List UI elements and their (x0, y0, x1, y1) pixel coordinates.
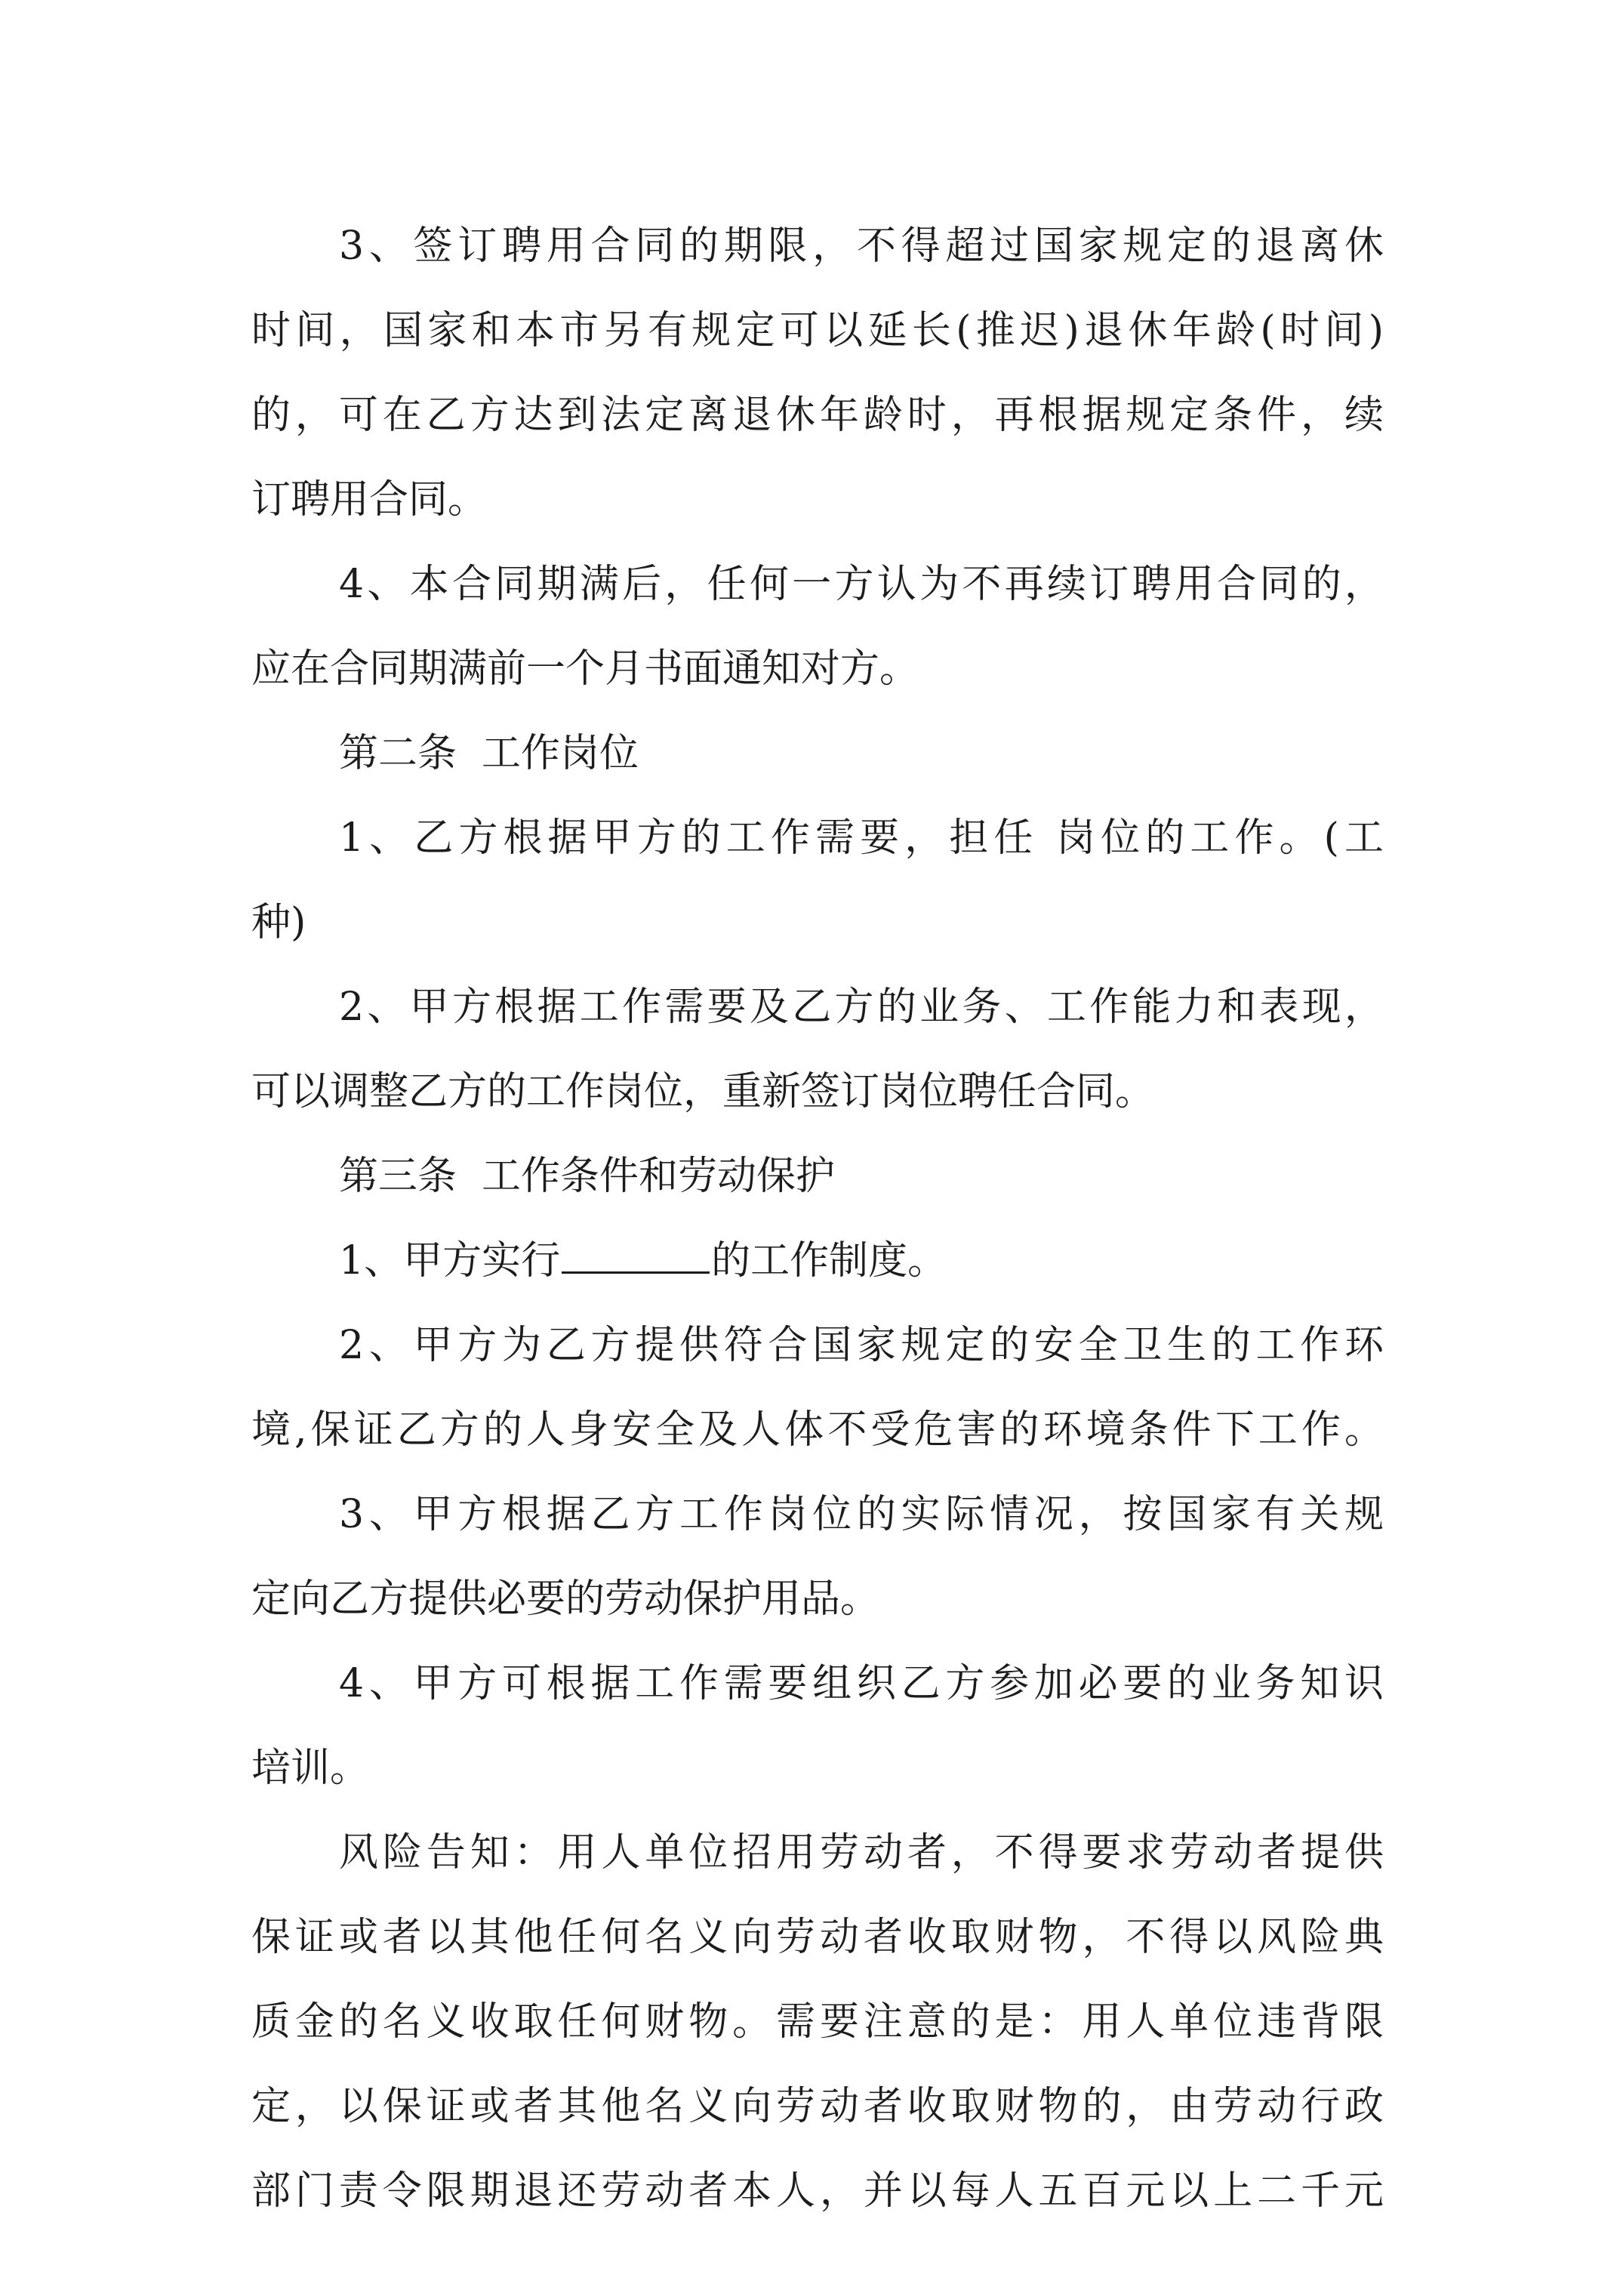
text-line: 培训。 (251, 1746, 370, 1791)
text-fragment: 1、甲方实行 (339, 1238, 561, 1284)
text-line: 订聘用合同。 (251, 477, 488, 522)
text-line: 保证或者以其他任何名义向劳动者收取财物，不得以风险典 (251, 1915, 1384, 1960)
document-body (251, 204, 1384, 2233)
text-line: 时间，国家和本市另有规定可以延长(推迟)退休年龄(时间) (251, 308, 1384, 353)
section-heading: 第三条 工作条件和劳动保护 (339, 1154, 836, 1199)
fill-in-blank (562, 1235, 710, 1274)
text-line: 4、本合同期满后，任何一方认为不再续订聘用合同的， (339, 562, 1384, 607)
text-line: 3、甲方根据乙方工作岗位的实际情况，按国家有关规 (339, 1492, 1384, 1537)
text-line: 境,保证乙方的人身安全及人体不受危害的环境条件下工作。 (251, 1407, 1384, 1453)
text-line: 1、乙方根据甲方的工作需要，担任 岗位的工作。(工 (339, 815, 1384, 861)
text-line: 定，以保证或者其他名义向劳动者收取财物的，由劳动行政 (251, 2084, 1384, 2129)
text-line: 可以调整乙方的工作岗位，重新签订岗位聘任合同。 (251, 1069, 1155, 1114)
text-line: 4、甲方可根据工作需要组织乙方参加必要的业务知识 (339, 1661, 1384, 1706)
text-line-with-blank (251, 1219, 1384, 1303)
section-heading: 第二条 工作岗位 (339, 731, 639, 776)
text-line: 质金的名义收取任何财物。需要注意的是：用人单位违背限 (251, 1999, 1384, 2045)
text-line: 2、甲方根据工作需要及乙方的业务、工作能力和表现， (339, 985, 1384, 1030)
text-line: 风险告知：用人单位招用劳动者，不得要求劳动者提供 (339, 1830, 1384, 1875)
text-line: 3、签订聘用合同的期限，不得超过国家规定的退离休 (339, 223, 1384, 269)
text-line: 定向乙方提供必要的劳动保护用品。 (251, 1576, 880, 1622)
text-line: 应在合同期满前一个月书面通知对方。 (251, 646, 919, 692)
text-fragment: 的工作制度。 (711, 1238, 947, 1284)
text-line: 部门责令限期退还劳动者本人，并以每人五百元以上二千元 (251, 2168, 1384, 2214)
text-line: 2、甲方为乙方提供符合国家规定的安全卫生的工作环 (339, 1323, 1384, 1368)
text-line: 种) (251, 900, 306, 945)
text-line: 的，可在乙方达到法定离退休年龄时，再根据规定条件，续 (251, 393, 1384, 438)
